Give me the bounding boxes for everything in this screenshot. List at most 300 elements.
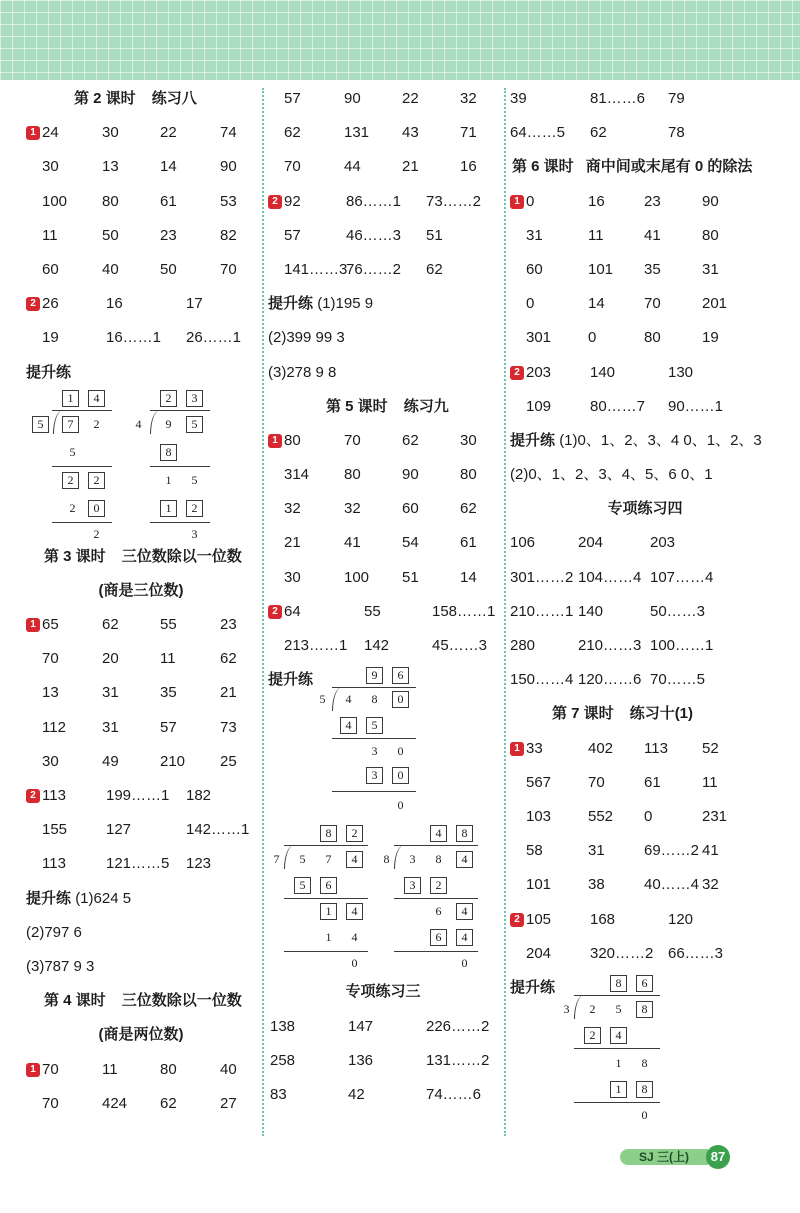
answer-value: 30 <box>460 431 477 449</box>
answer-value: 130 <box>668 363 694 381</box>
digit: 0 <box>461 956 468 971</box>
digit-box: 2 <box>186 500 203 517</box>
answer-value: 150……4 <box>510 671 574 689</box>
digit-box: 7 <box>62 416 79 433</box>
extension-answer: (2)399 99 3 <box>268 329 345 347</box>
answer-value: 76……2 <box>346 260 402 278</box>
question-number-badge: 2 <box>268 605 282 619</box>
answer-value: 199……1 <box>106 787 170 804</box>
answer-value: 62 <box>402 431 419 449</box>
digit: 3 <box>191 526 198 541</box>
digit: 2 <box>93 526 100 541</box>
answer-value: 203 <box>526 363 552 381</box>
answer-row <box>510 595 780 629</box>
answer-value: 11 <box>702 773 718 791</box>
digit: 5 <box>299 852 306 867</box>
answer-row <box>510 903 780 937</box>
answer-value: 57 <box>284 90 301 107</box>
answer-value: 80 <box>284 431 301 449</box>
answer-value: 40 <box>102 260 119 278</box>
subtract-line <box>150 466 210 467</box>
answer-row <box>510 287 780 321</box>
digit-box: 3 <box>186 390 203 407</box>
digit-box: 4 <box>346 851 363 868</box>
digit-box: 1 <box>160 500 177 517</box>
answer-value: 14 <box>460 568 477 586</box>
answer-value: 80 <box>102 192 119 210</box>
answer-value: 20 <box>102 650 119 668</box>
answer-value: 80 <box>644 329 661 347</box>
answer-value: 31 <box>526 226 543 244</box>
digit-box: 2 <box>62 472 79 489</box>
answer-value: 101 <box>588 260 614 278</box>
answer-value: 213……1 <box>284 637 348 654</box>
answer-value: 0 <box>526 192 535 210</box>
digit-box: 4 <box>88 390 105 407</box>
digit-box: 3 <box>404 877 421 894</box>
extension-answer: (3)278 9 8 <box>268 363 337 381</box>
digit: 0 <box>641 1108 648 1123</box>
digit: 8 <box>371 692 378 707</box>
extension-practice-label: 提升练 <box>26 363 72 381</box>
answer-value: 13 <box>42 684 59 702</box>
answer-row <box>26 116 256 150</box>
answer-value: 64……5 <box>510 124 566 142</box>
answer-value: 14 <box>160 158 177 176</box>
answer-value: 60 <box>42 260 59 278</box>
digit-box: 2 <box>160 390 177 407</box>
answer-row <box>268 253 498 287</box>
answer-value: 38 <box>588 876 605 894</box>
answer-value: 46……3 <box>346 226 402 244</box>
answer-value: 13 <box>102 158 119 176</box>
digit: 1 <box>165 472 172 487</box>
answer-value: 113 <box>42 855 66 873</box>
answer-value: 19 <box>702 329 719 347</box>
answer-value: 204 <box>526 944 552 962</box>
answer-value: 21 <box>284 534 301 552</box>
answer-value: 210……3 <box>578 637 642 654</box>
header-grid-band <box>0 0 800 80</box>
long-division-figures <box>268 667 498 787</box>
lesson-heading: 第 7 课时 练习十(1) <box>552 705 694 723</box>
digit-box: 8 <box>636 1081 653 1098</box>
answer-value: 567 <box>526 773 552 791</box>
answer-row <box>510 526 780 560</box>
answer-value: 301 <box>526 329 552 347</box>
answer-value: 100 <box>344 568 370 586</box>
answer-row <box>268 185 498 219</box>
answer-value: 204 <box>578 534 604 552</box>
extension-answer: (2)797 6 <box>26 923 82 941</box>
question-number-badge: 2 <box>510 366 524 380</box>
answer-value: 23 <box>160 226 177 244</box>
answer-value: 552 <box>588 807 614 825</box>
digit: 2 <box>69 500 76 515</box>
answer-value: 109 <box>526 397 552 415</box>
answer-row <box>26 219 256 253</box>
answer-value: 41 <box>644 226 661 244</box>
answer-value: 82 <box>220 226 237 244</box>
digit-box: 0 <box>392 691 409 708</box>
answer-value: 210……1 <box>510 602 574 620</box>
answer-value: 158……1 <box>432 602 496 620</box>
digit-box: 8 <box>636 1001 653 1018</box>
answer-row <box>268 561 498 595</box>
answer-value: 78 <box>668 124 685 142</box>
digit-box: 5 <box>366 717 383 734</box>
answer-value: 70 <box>284 158 301 176</box>
digit: 0 <box>397 744 404 759</box>
long-division-remainder <box>268 787 498 817</box>
answer-value: 40……4 <box>644 876 700 894</box>
digit: 5 <box>69 444 76 459</box>
answer-value: 131……2 <box>426 1051 490 1069</box>
answer-value: 69……2 <box>644 842 700 860</box>
answer-value: 66……3 <box>668 944 724 962</box>
answer-value: 123 <box>186 855 212 873</box>
answer-value: 70 <box>42 1060 59 1078</box>
long-division-figures <box>510 975 780 1125</box>
answer-row <box>26 185 256 219</box>
answer-row <box>510 561 780 595</box>
answer-value: 23 <box>220 616 237 634</box>
answer-row <box>510 82 780 116</box>
answer-value: 136 <box>348 1051 374 1069</box>
subtract-line <box>574 1048 660 1049</box>
digit-box: 8 <box>160 444 177 461</box>
answer-row <box>26 779 256 813</box>
digit-box: 1 <box>62 390 79 407</box>
answer-value: 31 <box>588 842 605 860</box>
subtract-line <box>332 791 416 792</box>
digit: 4 <box>345 692 352 707</box>
digit: 9 <box>165 416 172 431</box>
division-bracket <box>150 410 160 434</box>
digit: 3 <box>409 852 416 867</box>
answer-value: 62 <box>220 650 237 668</box>
digit: 7 <box>325 852 332 867</box>
answer-row <box>510 390 780 424</box>
answer-value: 86……1 <box>346 192 402 210</box>
answer-row <box>510 868 780 902</box>
answer-column-2 <box>268 82 498 1112</box>
answer-value: 226……2 <box>426 1017 490 1035</box>
answer-value: 31 <box>102 684 119 702</box>
answer-value: 16 <box>588 192 605 210</box>
answer-value: 100……1 <box>650 637 714 654</box>
digit-box: 2 <box>584 1027 601 1044</box>
answer-value: 31 <box>102 718 119 736</box>
answer-value: 90 <box>402 466 419 484</box>
question-number-badge: 1 <box>268 434 282 448</box>
answer-value: 11 <box>160 650 176 668</box>
lesson-subheading: (商是两位数) <box>98 1026 184 1044</box>
answer-value: 57 <box>160 718 177 736</box>
answer-value: 30 <box>102 124 119 142</box>
answer-row <box>26 287 256 321</box>
answer-value: 0 <box>588 329 597 347</box>
answer-value: 81……6 <box>590 90 646 107</box>
answer-row <box>268 629 498 663</box>
answer-value: 70 <box>220 260 237 278</box>
digit: 6 <box>435 904 442 919</box>
digit: 1 <box>325 930 332 945</box>
digit-box: 5 <box>186 416 203 433</box>
answer-row <box>26 1087 256 1121</box>
answer-value: 49 <box>102 752 119 770</box>
answer-value: 83 <box>270 1085 287 1103</box>
answer-row <box>510 766 780 800</box>
digit: 8 <box>383 852 390 867</box>
answer-value: 0 <box>526 295 535 313</box>
digit-box: 4 <box>456 903 473 920</box>
answer-value: 280 <box>510 637 536 654</box>
lesson-heading: 第 3 课时 三位数除以一位数 <box>44 547 242 565</box>
answer-row <box>510 663 780 697</box>
answer-value: 314 <box>284 466 310 484</box>
answer-value: 210 <box>160 752 186 770</box>
answer-value: 90 <box>220 158 237 176</box>
answer-column-3 <box>510 82 780 1125</box>
answer-value: 14 <box>588 295 605 313</box>
answer-value: 90 <box>702 192 719 210</box>
answer-value: 73 <box>220 718 237 736</box>
answer-value: 140 <box>578 602 604 620</box>
answer-value: 30 <box>284 568 301 586</box>
digit: 2 <box>589 1002 596 1017</box>
subtract-line <box>394 898 478 899</box>
answer-row <box>268 458 498 492</box>
answer-row <box>26 676 256 710</box>
digit-box: 0 <box>88 500 105 517</box>
answer-value: 140 <box>590 363 616 381</box>
division-bar <box>332 687 416 688</box>
digit-box: 4 <box>456 851 473 868</box>
digit: 0 <box>397 798 404 813</box>
digit: 1 <box>615 1056 622 1071</box>
answer-row <box>268 492 498 526</box>
answer-value: 57 <box>284 226 301 244</box>
answer-column-1 <box>26 82 256 1121</box>
answer-value: 11 <box>102 1060 118 1078</box>
subtract-line <box>284 898 368 899</box>
page-number: 87 <box>706 1145 730 1169</box>
digit-box: 6 <box>320 877 337 894</box>
answer-value: 142……1 <box>186 821 250 839</box>
division-bracket <box>394 845 404 869</box>
answer-value: 80 <box>344 466 361 484</box>
answer-value: 105 <box>526 910 552 928</box>
answer-value: 127 <box>106 821 132 839</box>
extension-answer: (3)787 9 3 <box>26 957 95 975</box>
digit: 5 <box>191 472 198 487</box>
answer-value: 424 <box>102 1094 128 1112</box>
subtract-line <box>394 951 478 952</box>
answer-row <box>268 595 498 629</box>
answer-value: 74……6 <box>426 1085 482 1103</box>
digit-box: 6 <box>392 667 409 684</box>
answer-row <box>26 813 256 847</box>
digit-box: 5 <box>32 416 49 433</box>
answer-row <box>268 150 498 184</box>
answer-row <box>268 219 498 253</box>
digit-box: 1 <box>320 903 337 920</box>
answer-row <box>26 847 256 881</box>
answer-value: 24 <box>42 124 59 142</box>
answer-value: 55 <box>160 616 177 634</box>
answer-row <box>510 253 780 287</box>
page-footer <box>620 1146 730 1168</box>
subtract-line <box>574 1102 660 1103</box>
lesson-heading: 第 4 课时 三位数除以一位数 <box>44 992 242 1010</box>
answer-value: 182 <box>186 787 212 804</box>
answer-value: 70 <box>344 431 361 449</box>
answer-value: 131 <box>344 124 370 142</box>
answer-value: 62 <box>590 124 607 142</box>
answer-value: 43 <box>402 124 419 142</box>
special-practice-heading: 专项练习四 <box>607 500 683 518</box>
answer-value: 320……2 <box>590 944 654 962</box>
answer-value: 53 <box>220 192 237 210</box>
answer-value: 51 <box>426 226 443 244</box>
subtract-line <box>150 522 210 523</box>
answer-value: 50 <box>102 226 119 244</box>
answer-value: 71 <box>460 124 477 142</box>
digit-box: 1 <box>610 1081 627 1098</box>
answer-value: 112 <box>42 718 66 736</box>
digit-box: 5 <box>294 877 311 894</box>
answer-value: 120……6 <box>578 671 642 689</box>
digit-box: 2 <box>346 825 363 842</box>
answer-row <box>26 642 256 676</box>
digit-box: 3 <box>366 767 383 784</box>
answer-value: 79 <box>668 90 685 107</box>
answer-value: 231 <box>702 807 728 825</box>
answer-value: 41 <box>702 842 719 860</box>
answer-value: 62 <box>160 1094 177 1112</box>
subtract-line <box>52 466 112 467</box>
answer-value: 22 <box>160 124 177 142</box>
question-number-badge: 1 <box>26 126 40 140</box>
lesson-heading: 第 5 课时 练习九 <box>326 397 449 415</box>
answer-value: 45……3 <box>432 637 488 654</box>
division-bracket <box>284 845 294 869</box>
answer-value: 113 <box>42 787 66 804</box>
answer-value: 90 <box>344 90 361 107</box>
answer-value: 16 <box>460 158 477 176</box>
digit-box: 2 <box>430 877 447 894</box>
answer-value: 27 <box>220 1094 237 1112</box>
answer-row <box>510 219 780 253</box>
digit-box: 8 <box>456 825 473 842</box>
digit-box: 2 <box>88 472 105 489</box>
answer-value: 90……1 <box>668 397 724 415</box>
answer-value: 92 <box>284 192 301 210</box>
answer-row <box>510 116 780 150</box>
answer-value: 31 <box>702 260 719 278</box>
digit-box: 4 <box>610 1027 627 1044</box>
answer-row <box>510 834 780 868</box>
extension-answer: 提升练 (1)195 9 <box>268 295 374 313</box>
answer-value: 16……1 <box>106 329 162 347</box>
question-number-badge: 1 <box>26 618 40 632</box>
digit: 5 <box>319 692 326 707</box>
answer-value: 80 <box>160 1060 177 1078</box>
answer-value: 32 <box>284 500 301 518</box>
answer-value: 80 <box>460 466 477 484</box>
digit-box: 4 <box>346 903 363 920</box>
digit-box: 4 <box>340 717 357 734</box>
answer-value: 120 <box>668 910 694 928</box>
answer-value: 39 <box>510 90 527 107</box>
question-number-badge: 2 <box>26 297 40 311</box>
question-number-badge: 2 <box>26 789 40 803</box>
answer-value: 64 <box>284 602 301 620</box>
answer-value: 40 <box>220 1060 237 1078</box>
answer-value: 70 <box>588 773 605 791</box>
answer-value: 50 <box>160 260 177 278</box>
answer-value: 61 <box>160 192 177 210</box>
digit: 8 <box>641 1056 648 1071</box>
answer-row <box>510 185 780 219</box>
answer-value: 65 <box>42 616 59 634</box>
digit: 3 <box>371 744 378 759</box>
division-bar <box>394 845 478 846</box>
answer-value: 21 <box>402 158 419 176</box>
answer-value: 30 <box>42 752 59 770</box>
division-bracket <box>574 995 584 1019</box>
answer-value: 147 <box>348 1017 374 1035</box>
answer-row <box>268 1044 498 1078</box>
answer-value: 258 <box>270 1051 296 1069</box>
answer-value: 62 <box>102 616 119 634</box>
answer-row <box>510 800 780 834</box>
answer-value: 42 <box>348 1085 365 1103</box>
answer-value: 32 <box>702 876 719 894</box>
answer-value: 402 <box>588 739 614 757</box>
answer-row <box>26 150 256 184</box>
answer-row <box>510 356 780 390</box>
answer-value: 41 <box>344 534 361 552</box>
answer-row <box>26 253 256 287</box>
answer-row <box>510 732 780 766</box>
answer-value: 203 <box>650 534 676 552</box>
lesson-subheading: (商是三位数) <box>98 581 184 599</box>
answer-row <box>268 1078 498 1112</box>
column-divider <box>262 88 264 1136</box>
special-practice-heading: 专项练习三 <box>345 983 421 1001</box>
answer-value: 101 <box>526 876 552 894</box>
division-bar <box>574 995 660 996</box>
answer-value: 106 <box>510 534 536 552</box>
answer-row <box>268 1010 498 1044</box>
answer-value: 70 <box>42 1094 59 1112</box>
answer-value: 62 <box>426 260 443 278</box>
answer-value: 103 <box>526 807 552 825</box>
answer-row <box>268 116 498 150</box>
answer-value: 61 <box>460 534 477 552</box>
answer-value: 301……2 <box>510 568 574 586</box>
answer-row <box>510 629 780 663</box>
extension-practice-label: 提升练 <box>510 978 556 996</box>
digit: 4 <box>135 416 142 431</box>
answer-value: 16 <box>106 295 123 313</box>
extension-answer: 提升练 (1)624 5 <box>26 889 132 907</box>
digit-box: 6 <box>430 929 447 946</box>
answer-value: 104……4 <box>578 568 642 586</box>
answer-value: 58 <box>526 842 543 860</box>
